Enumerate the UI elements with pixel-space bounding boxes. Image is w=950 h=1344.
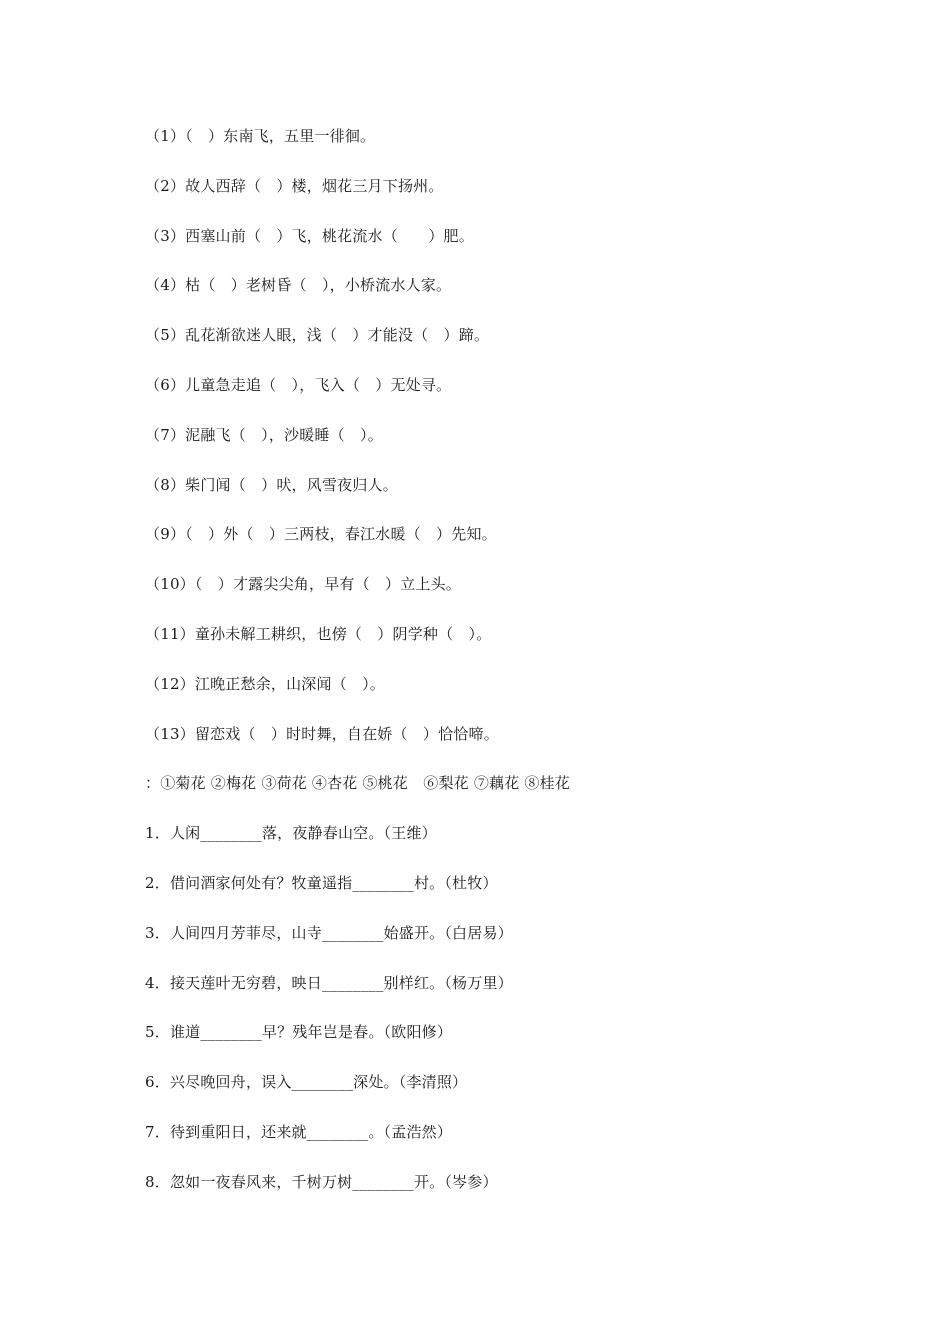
poem-blank-item-1: （1）（ ）东南飞，五里一徘徊。	[145, 127, 376, 145]
flower-question-7: 7．待到重阳日，还来就________。（孟浩然）	[145, 1122, 453, 1141]
poem-blank-item-7: （7）泥融飞（ ），沙暖睡（ ）。	[145, 425, 383, 444]
poem-blank-item-8: （8）柴门闻（ ）吠，风雪夜归人。	[145, 475, 398, 494]
flower-question-2: 2．借问酒家何处有？牧童遥指________村。（杜牧）	[145, 873, 498, 892]
poem-blank-item-12: （12）江晚正愁余，山深闻（ ）。	[145, 674, 385, 693]
poem-blank-item-11: （11）童孙未解工耕织，也傍（ ）阴学种（ ）。	[145, 624, 492, 643]
poem-blank-item-10: （10）（ ）才露尖尖角，早有（ ）立上头。	[145, 575, 461, 594]
flower-question-1: 1．人闲________落，夜静春山空。（王维）	[145, 824, 437, 843]
poem-blank-item-3: （3）西塞山前（ ）飞，桃花流水（ ）肥。	[145, 226, 474, 245]
flower-question-5: 5．谁道________早？残年岂是春。（欧阳修）	[145, 1023, 453, 1042]
flower-question-3: 3．人间四月芳菲尽，山寺________始盛开。（白居易）	[145, 923, 513, 942]
flower-question-4: 4．接天莲叶无穷碧，映日________别样红。（杨万里）	[145, 973, 513, 992]
poem-blank-item-13: （13）留恋戏（ ）时时舞，自在娇（ ）恰恰啼。	[145, 724, 499, 743]
document-body	[145, 122, 865, 1218]
poem-blank-item-5: （5）乱花渐欲迷人眼，浅（ ）才能没（ ）蹄。	[145, 326, 490, 345]
poem-blank-item-4: （4）枯（ ）老树昏（ ），小桥流水人家。	[145, 276, 452, 295]
flower-question-6: 6．兴尽晚回舟，误入________深处。（李清照）	[145, 1073, 468, 1092]
flower-options-line: ：①菊花 ②梅花 ③荷花 ④杏花 ⑤桃花 ⑥梨花 ⑦藕花 ⑧桂花	[145, 774, 571, 793]
poem-blank-item-6: （6）儿童急走追（ ），飞入（ ）无处寻。	[145, 375, 452, 394]
flower-question-8: 8．忽如一夜春风来，千树万树________开。（岑参）	[145, 1172, 498, 1191]
poem-blank-item-2: （2）故人西辞（ ）楼，烟花三月下扬州。	[145, 176, 444, 195]
poem-blank-item-9: （9）（ ）外（ ）三两枝，春江水暖（ ）先知。	[145, 525, 497, 544]
